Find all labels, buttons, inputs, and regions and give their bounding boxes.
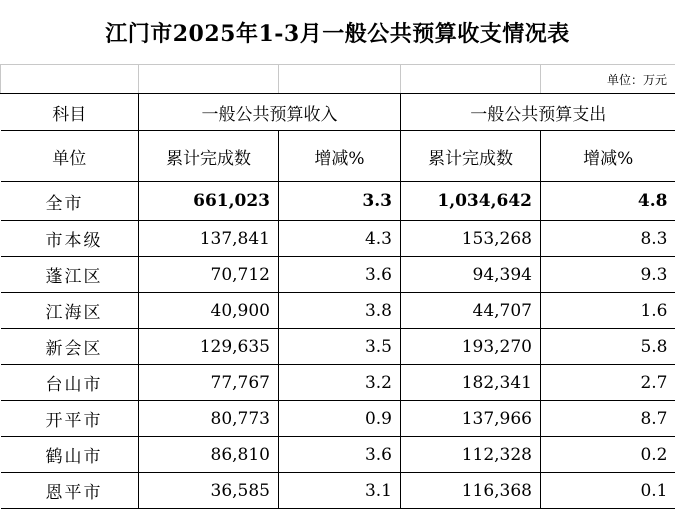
- income-value: 36,585: [139, 473, 279, 509]
- expense-change-value: 8.7: [541, 401, 675, 437]
- expense-value: 182,341: [401, 365, 541, 401]
- expense-value: 137,966: [401, 401, 541, 437]
- income-cumulative-header: 累计完成数: [139, 131, 279, 182]
- income-change-value: 3.1: [279, 473, 401, 509]
- page-title: 江门市2025年1-3月一般公共预算收支情况表: [105, 20, 570, 47]
- income-value: 40,900: [139, 293, 279, 329]
- region-name: 开平市: [1, 401, 139, 437]
- expense-change-value: 2.7: [541, 365, 675, 401]
- region-name: 市本级: [1, 221, 139, 257]
- income-value: 137,841: [139, 221, 279, 257]
- table-row: [1, 437, 675, 473]
- income-change-value: 3.5: [279, 329, 401, 365]
- total-expense-change: 4.8: [541, 182, 675, 221]
- total-row: [1, 182, 675, 221]
- expense-change-value: 0.1: [541, 473, 675, 509]
- expense-change-value: 5.8: [541, 329, 675, 365]
- income-change-value: 4.3: [279, 221, 401, 257]
- unit-label: 单位：万元: [541, 65, 675, 94]
- income-value: 86,810: [139, 437, 279, 473]
- region-name: 台山市: [1, 365, 139, 401]
- income-value: 77,767: [139, 365, 279, 401]
- region-name: 恩平市: [1, 473, 139, 509]
- income-value: 129,635: [139, 329, 279, 365]
- table-row: [1, 329, 675, 365]
- expense-change-value: 1.6: [541, 293, 675, 329]
- income-change-header: 增减%: [279, 131, 401, 182]
- region-name: 蓬江区: [1, 257, 139, 293]
- blank-cell: [139, 65, 279, 94]
- expense-value: 193,270: [401, 329, 541, 365]
- income-change-value: 0.9: [279, 401, 401, 437]
- region-name: 鹤山市: [1, 437, 139, 473]
- table-row: [1, 221, 675, 257]
- expense-change-value: 9.3: [541, 257, 675, 293]
- expense-value: 94,394: [401, 257, 541, 293]
- expense-change-header: 增减%: [541, 131, 675, 182]
- income-value: 80,773: [139, 401, 279, 437]
- total-income-change: 3.3: [279, 182, 401, 221]
- income-group-header: 一般公共预算收入: [139, 94, 401, 131]
- header-row-2: [1, 131, 675, 182]
- total-name: 全市: [1, 182, 139, 221]
- subject-header: 科目: [1, 94, 139, 131]
- expense-change-value: 8.3: [541, 221, 675, 257]
- income-change-value: 3.8: [279, 293, 401, 329]
- income-change-value: 3.6: [279, 257, 401, 293]
- total-income: 661,023: [139, 182, 279, 221]
- expense-cumulative-header: 累计完成数: [401, 131, 541, 182]
- expense-group-header: 一般公共预算支出: [401, 94, 675, 131]
- blank-cell: [1, 65, 139, 94]
- table-row: [1, 365, 675, 401]
- table-row: [1, 257, 675, 293]
- expense-value: 153,268: [401, 221, 541, 257]
- region-name: 江海区: [1, 293, 139, 329]
- header-row-1: [1, 94, 675, 131]
- expense-value: 112,328: [401, 437, 541, 473]
- unit-col-header: 单位: [1, 131, 139, 182]
- table-row: [1, 401, 675, 437]
- total-expense: 1,034,642: [401, 182, 541, 221]
- expense-value: 44,707: [401, 293, 541, 329]
- expense-change-value: 0.2: [541, 437, 675, 473]
- region-name: 新会区: [1, 329, 139, 365]
- unit-row: [1, 65, 675, 94]
- income-change-value: 3.2: [279, 365, 401, 401]
- budget-table: [0, 64, 675, 509]
- expense-value: 116,368: [401, 473, 541, 509]
- blank-cell: [279, 65, 401, 94]
- table-row: [1, 473, 675, 509]
- income-change-value: 3.6: [279, 437, 401, 473]
- blank-cell: [401, 65, 541, 94]
- table-row: [1, 293, 675, 329]
- income-value: 70,712: [139, 257, 279, 293]
